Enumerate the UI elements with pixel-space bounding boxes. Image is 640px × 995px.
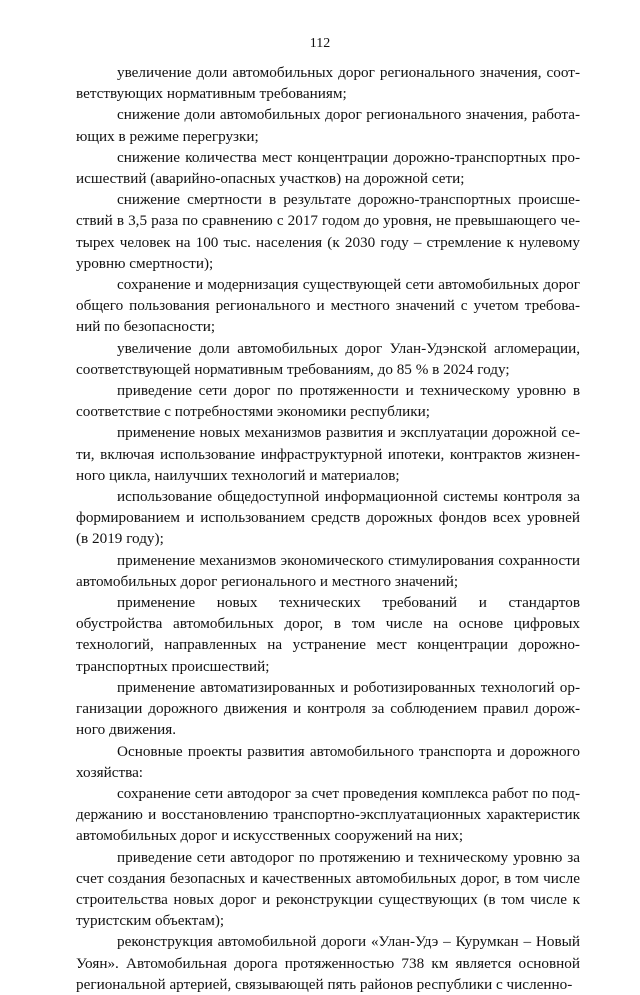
page-number: 112	[309, 36, 331, 51]
text-body	[76, 62, 580, 995]
paragraph: снижение доли автомобильных дорог регионального значения, работающих в режиме перегрузки;	[76, 106, 580, 145]
paragraph: применение новых механизмов развития и эксплуатации дорожной сети, включая использование инфраструктурной ипотеки, контрактов жизненного цикла, наилучших технологий и материалов;	[76, 424, 580, 484]
paragraph: использование общедоступной информационной системы контроля за формированием и использованием средств дорожных фондов всех уровней (в 2019 году);	[76, 488, 580, 548]
paragraph: приведение сети дорог по протяженности и техническому уровню в соответствие с потребностями экономики республики;	[76, 382, 580, 421]
paragraph: снижение количества мест концентрации дорожно-транспортных происшествий (аварийно-опасных участков) на дорожной сети;	[76, 148, 580, 188]
paragraph: сохранение и модернизация существующей сети автомобильных дорог общего пользования регионального и местного значений с учетом требований по безопасности;	[76, 276, 580, 336]
paragraph: приведение сети автодорог по протяжению и техническому уровню за счет создания безопасных и качественных автомобильных дорог, в том числе строительства новых дорог и реконструкции существующих (в том числе к туристским объектам);	[76, 848, 580, 930]
paragraph: применение механизмов экономического стимулирования сохранности автомобильных дорог регионального и местного значений;	[76, 551, 580, 590]
paragraph: сохранение сети автодорог за счет проведения комплекса работ по поддержанию и восстановлению транспортно-эксплуатационных характеристик автомобильных дорог и искусственных сооружений на них;	[76, 784, 580, 845]
paragraph: Основные проекты развития автомобильного транспорта и дорожного хозяйства:	[76, 742, 580, 781]
paragraph: применение новых технических требований и стандартов обустройства автомобильных дорог, в том числе на основе цифровых технологий, направленных на устранение мест концентрации дорожно-транспортных происшествий;	[76, 594, 580, 675]
paragraph: реконструкция автомобильной дороги «Улан-Удэ – Курумкан – Новый Уоян». Автомобильная дорога протяженностью 738 км является основной региональной артерией, связывающей пять районов республики с численно-	[76, 933, 580, 993]
paragraph: увеличение доли автомобильных дорог Улан-Удэнской агломерации, соответствующей нормативным требованиям, до 85 % в 2024 году;	[76, 339, 580, 378]
paragraph: снижение смертности в результате дорожно-транспортных происшествий в 3,5 раза по сравнению с 2017 годом до уровня, не превышающего четырех человек на 100 тыс. населения (к 2030 году – стремление к нулевому уровню смертности);	[76, 191, 580, 272]
paragraph: применение автоматизированных и роботизированных технологий организации дорожного движения и контроля за соблюдением правил дорожного движения.	[76, 678, 580, 739]
paragraph: увеличение доли автомобильных дорог регионального значения, соответствующих нормативным требованиям;	[76, 64, 580, 103]
